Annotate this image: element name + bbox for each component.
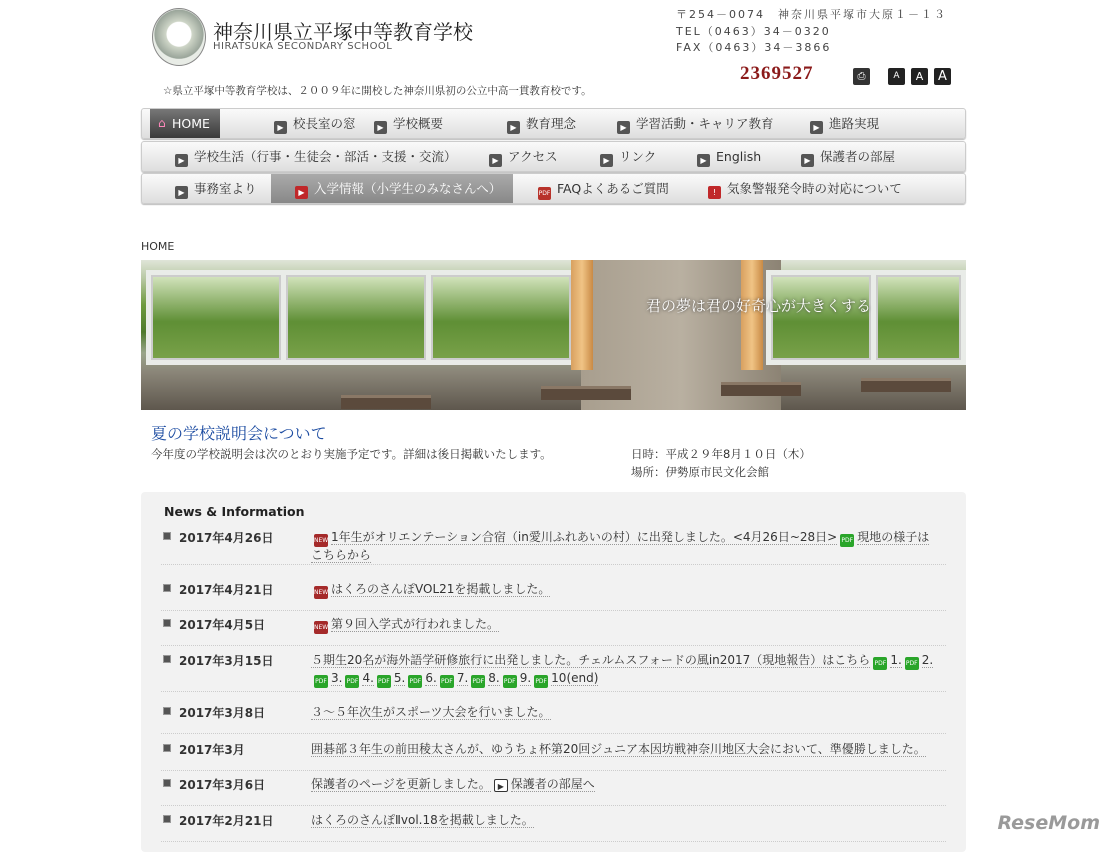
school-logo[interactable]	[152, 8, 206, 66]
visitor-counter: 2369527	[740, 63, 814, 84]
hero-banner	[141, 260, 966, 410]
news-heading: News & Information	[164, 504, 305, 519]
nav-learning[interactable]	[613, 109, 774, 138]
news-link[interactable]: 4.	[362, 671, 374, 685]
bullet-icon	[163, 655, 171, 663]
nav-label: HOME	[172, 116, 210, 131]
news-link[interactable]: 8.	[488, 671, 500, 685]
bullet-icon	[163, 815, 171, 823]
play-icon: ▶	[489, 154, 502, 167]
news-item	[161, 741, 946, 771]
news-body	[311, 529, 941, 564]
news-date: 2017年4月26日	[179, 531, 274, 545]
news-link[interactable]: 保護者の部屋へ	[510, 777, 595, 791]
nav-english[interactable]	[693, 142, 761, 171]
site-title[interactable]: 神奈川県立平塚中等教育学校	[213, 20, 473, 44]
new-badge-icon: NEW	[314, 621, 328, 634]
tagline: ☆県立平塚中等教育学校は、２００９年に開校した神奈川県初の公立中高一貫教育校です。	[163, 85, 592, 97]
tel: TEL（0463）34－0320	[676, 25, 831, 38]
play-icon: ▶	[175, 154, 188, 167]
new-badge-icon: NEW	[314, 534, 328, 547]
home-icon: ⌂	[158, 116, 166, 130]
pdf-icon: PDF	[873, 657, 887, 670]
news-link[interactable]: 第９回入学式が行われました。	[331, 617, 500, 631]
news-date: 2017年2月21日	[179, 814, 274, 828]
pdf-icon: PDF	[314, 675, 328, 688]
news-date: 2017年3月15日	[179, 654, 274, 668]
font-medium-button[interactable]: A	[911, 68, 928, 85]
play-icon: ▶	[617, 121, 630, 134]
news-date: 2017年4月5日	[179, 618, 266, 632]
nav-label: 教育理念	[526, 116, 577, 131]
news-link[interactable]: はくろのさんぽⅡvol.18を掲載しました。	[311, 813, 534, 827]
nav-overview[interactable]	[370, 109, 443, 138]
news-link[interactable]: 囲碁部３年生の前田稜太さんが、ゆうちょ杯第20回ジュニア本因坊戦神奈川地区大会において、準優勝しました。	[311, 742, 926, 756]
nav-label: 保護者の部屋	[820, 149, 896, 164]
news-section	[141, 492, 966, 852]
nav-admission[interactable]	[271, 174, 513, 203]
news-link[interactable]: 1年生がオリエンテーション合宿（in愛川ふれあいの村）に出発しました。<4月26日~28日>	[331, 530, 838, 544]
nav-career[interactable]	[806, 109, 879, 138]
news-link[interactable]: 5.	[393, 671, 406, 685]
news-item	[161, 652, 946, 692]
news-link[interactable]: 9.	[519, 671, 532, 685]
bullet-icon	[163, 584, 171, 592]
news-body	[311, 581, 941, 599]
address: 〒254－0074 神奈川県平塚市大原１－１３	[676, 8, 947, 21]
nav-office[interactable]	[171, 174, 257, 203]
news-date: 2017年4月21日	[179, 583, 274, 597]
pdf-icon: PDF	[538, 187, 551, 200]
play-icon: ▶	[374, 121, 387, 134]
alert-icon: !	[708, 186, 721, 199]
play-icon: ▶	[697, 154, 710, 167]
font-small-button[interactable]: A	[888, 68, 905, 85]
nav-row-3	[141, 173, 966, 204]
fax: FAX（0463）34－3866	[676, 41, 832, 54]
news-item	[161, 581, 946, 611]
site-subtitle: HIRATSUKA SECONDARY SCHOOL	[213, 41, 393, 52]
play-icon: ▶	[274, 121, 287, 134]
bullet-icon	[163, 619, 171, 627]
nav-label: 入学情報（小学生のみなさんへ）	[314, 181, 502, 196]
news-link[interactable]: 2.	[921, 653, 934, 667]
nav-label: English	[716, 149, 762, 164]
nav-links[interactable]	[596, 142, 656, 171]
arrow-icon: ▶	[494, 779, 508, 792]
feature-date: 日時：平成２９年8月１０日（木）	[631, 447, 811, 461]
nav-label: 学校概要	[393, 116, 444, 131]
bullet-icon	[163, 779, 171, 787]
nav-parents[interactable]	[797, 142, 895, 171]
play-icon: ▶	[801, 154, 814, 167]
news-link[interactable]: 6.	[425, 671, 437, 685]
news-link[interactable]: 1.	[890, 653, 902, 667]
feature-title[interactable]: 夏の学校説明会について	[151, 424, 327, 443]
nav-faq[interactable]	[534, 174, 669, 203]
news-date: 2017年3月8日	[179, 706, 266, 720]
play-icon: ▶	[810, 121, 823, 134]
watermark-logo: ReseMom	[997, 812, 1100, 834]
nav-label: 気象警報発令時の対応について	[727, 181, 902, 196]
nav-label: 事務室より	[194, 181, 257, 196]
nav-home[interactable]	[150, 109, 220, 138]
nav-label: FAQよくあるご質問	[557, 181, 669, 196]
news-link[interactable]: 保護者のページを更新しました。	[311, 777, 491, 791]
news-item	[161, 529, 946, 565]
news-item	[161, 812, 946, 842]
play-icon: ▶	[600, 154, 613, 167]
nav-label: アクセス	[508, 149, 558, 164]
nav-principal[interactable]	[270, 109, 356, 138]
news-date: 2017年3月6日	[179, 778, 266, 792]
news-link[interactable]: はくろのさんぽVOL21を掲載しました。	[331, 582, 551, 596]
play-icon: ▶	[175, 186, 188, 199]
bullet-icon	[163, 744, 171, 752]
pdf-icon: PDF	[408, 675, 422, 688]
nav-row-1	[141, 108, 966, 139]
pdf-icon: PDF	[503, 675, 517, 688]
news-item	[161, 776, 946, 806]
news-link[interactable]: 10(end)	[551, 671, 599, 685]
news-link[interactable]: 現地の様子はこちらから	[311, 530, 930, 562]
news-link[interactable]: ３～５年次生がスポーツ大会を行いました。	[311, 705, 551, 719]
pdf-icon: PDF	[471, 675, 485, 688]
news-date: 2017年3月	[179, 743, 245, 757]
news-body	[311, 616, 941, 634]
news-body	[311, 704, 941, 721]
banner-slogan: 君の夢は君の好奇心が大きくする	[646, 297, 872, 315]
pdf-icon: PDF	[905, 657, 919, 670]
nav-weather-alert[interactable]	[704, 174, 902, 203]
news-item	[161, 704, 946, 734]
breadcrumb: HOME	[141, 240, 175, 253]
play-icon: ▶	[295, 186, 308, 199]
news-body	[311, 812, 941, 829]
news-link[interactable]: 7.	[456, 671, 469, 685]
news-link[interactable]: 3.	[331, 671, 343, 685]
new-badge-icon: NEW	[314, 586, 328, 599]
nav-row-2	[141, 141, 966, 172]
nav-label: 進路実現	[829, 116, 880, 131]
printer-icon[interactable]: ⎙	[853, 68, 870, 85]
font-large-button[interactable]: A	[934, 68, 951, 85]
nav-philosophy[interactable]	[503, 109, 576, 138]
news-body	[311, 652, 941, 688]
nav-school-life[interactable]	[171, 142, 457, 171]
pdf-icon: PDF	[840, 534, 854, 547]
nav-label: 学習活動・キャリア教育	[636, 116, 774, 131]
pdf-icon: PDF	[534, 675, 548, 688]
bullet-icon	[163, 532, 171, 540]
nav-label: 学校生活（行事・生徒会・部活・支援・交流）	[194, 149, 457, 164]
news-link[interactable]: ５期生20名が海外語学研修旅行に出発しました。チェルムスフォードの風in2017（現地報告）はこちら	[311, 653, 871, 667]
bullet-icon	[163, 707, 171, 715]
pdf-icon: PDF	[345, 675, 359, 688]
feature-place: 場所：伊勢原市民文化会館	[631, 465, 769, 479]
pdf-icon: PDF	[377, 675, 391, 688]
pdf-icon: PDF	[440, 675, 454, 688]
feature-description: 今年度の学校説明会は次のとおり実施予定です。詳細は後日掲載いたします。	[151, 447, 552, 461]
news-body	[311, 741, 941, 758]
play-icon: ▶	[507, 121, 520, 134]
news-item	[161, 616, 946, 646]
nav-access[interactable]	[485, 142, 558, 171]
nav-label: 校長室の窓	[293, 116, 356, 131]
news-body	[311, 776, 941, 793]
nav-label: リンク	[619, 149, 657, 164]
